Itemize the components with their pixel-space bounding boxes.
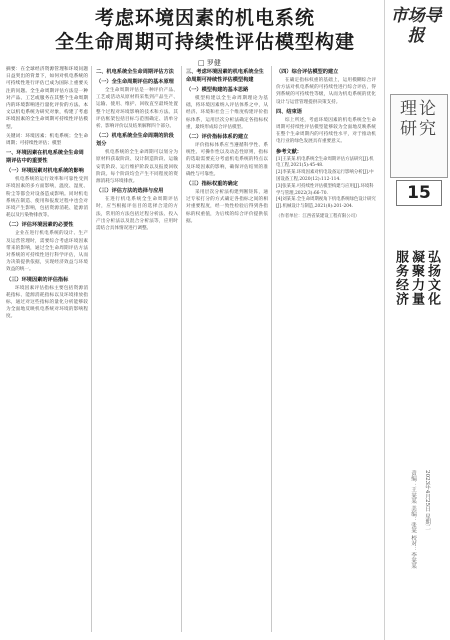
section-heading-4: 四、结束语 xyxy=(276,108,302,115)
article-column-2 xyxy=(96,66,178,634)
issue-date: 2023年4月25日 星期二 xyxy=(424,470,430,531)
subsection-heading: （一）环境因素对机电系统的影响 xyxy=(6,168,84,175)
reference-item: [2]李某某.环境因素对机电设备运行影响分析[J].中国设备工程,2020(12):112-114. xyxy=(276,170,374,183)
newspaper-logo: 市场导报 xyxy=(390,6,442,46)
article-abstract: 摘要：在全球经济资源管理和环境问题日益突出的背景下，如何对机电系统的可持续性进行评估已成为国际上重要关注的问题。全生命周期评估方法是一种对产品、工艺或服务在其整个生命周期内的环境影响进行量化评价的方法。本文以机电系统为研究对象，构建了考虑环境因素的全生命周期可持续性评估模型。 xyxy=(6,67,88,130)
column-divider xyxy=(181,66,182,632)
section-heading-2: 二、机电系统全生命周期评估方法 xyxy=(96,69,174,75)
subsection-heading: （三）指标权重的确定 xyxy=(186,181,238,188)
subsection-heading: （二）评价指标体系的建立 xyxy=(186,134,249,141)
reference-item: [1]王某某.机电系统全生命周期评估方法研究[J].机电工程,2021(5):45-48. xyxy=(276,156,374,169)
article-paragraph: 在进行机电系统全生命周期评估时，应当根据评估目的选择合适的方法，常用的方法包括过程分析法、投入产出分析法以及混合分析法等，应用时需结合具体情况进行调整。 xyxy=(96,197,178,232)
article-paragraph: 环境因素评估指标主要包括资源消耗指标、能源消耗指标以及环境排放指标，通过对这些指标的量化分析能够较为全面地反映机电系统对环境的影响程度。 xyxy=(6,285,88,320)
references-title: 参考文献： xyxy=(276,148,302,155)
subsection-heading: （一）模型构建的基本思路 xyxy=(186,87,249,93)
sidebar-divider xyxy=(384,0,385,640)
section-title: 理论研究 xyxy=(400,99,438,139)
article-paragraph: 全生命周期评估是一种评价产品、工艺或活动从原材料采集到产品生产、运输、使用、维护、回收直至最终处置整个过程对环境影响的技术和方法。其评估框架包括目标与范围确定、清单分析、影响评价以及结果解释四个部分。 xyxy=(96,88,178,130)
page-number: 15 xyxy=(396,180,442,206)
editor-credits: 责编：王某某 美编：张某 校对：李某某 xyxy=(410,470,416,569)
article-paragraph: 机电系统的全生命周期可以划分为原材料获取阶段、设计制造阶段、运输安装阶段、运行维护阶段以及报废回收阶段。每个阶段均会产生不同程度的资源消耗与环境排放。 xyxy=(96,150,178,185)
subsection-heading: （三）评估方法的选择与应用 xyxy=(96,188,164,195)
column-divider xyxy=(271,66,272,632)
article-author: □ 罗健 xyxy=(198,59,221,67)
subsection-heading: （四）综合评估模型的建立 xyxy=(276,69,339,75)
subsection-heading: （二）评估环境因素的必要性 xyxy=(6,222,74,229)
article-paragraph: 评价指标体系应当遵循科学性、系统性、可操作性以及动态性原则，指标的选取需要充分考虑机电系统的特点以及环境因素的影响，确保评估结果的准确性与可靠性。 xyxy=(186,143,268,177)
article-paragraph: 采用层次分析法构建判断矩阵，通过专家打分的方式确定各指标之间的相对重要程度，经一致性检验后得到各指标的权重值，为后续的综合评价提供依据。 xyxy=(186,190,268,224)
article-paragraph: 机电系统的运行效率和可靠性受到环境因素的多方面影响，温度、湿度、粉尘等都会对设备造成影响。同时机电系统在制造、使用和报废过程中也会对环境产生影响，包括资源消耗、能源消耗以及污染物排放等。 xyxy=(6,177,88,219)
article-keywords: 关键词：环境因素；机电系统；全生命周期；可持续性评估；模型 xyxy=(6,133,88,147)
article-title xyxy=(40,6,370,54)
article-title-line2: 全生命周期可持续性评估模型构建 xyxy=(54,31,355,53)
slogan xyxy=(392,250,444,420)
article-paragraph: 模型构建以全生命周期理论为基础，将环境因素纳入评估体系之中，从经济、环境和社会三个维度构建评价指标体系，运用层次分析法确定各指标权重，最终形成综合评估模型。 xyxy=(186,96,268,130)
article-paragraph: 在确定指标权重的基础上，运用模糊综合评价方法对机电系统的可持续性进行综合评估，得到系统的可持续性等级，从而为机电系统的优化设计与运营管理提供决策支持。 xyxy=(276,78,376,105)
section-heading-1: 一、环境因素在机电系统全生命周期评估中的重要性 xyxy=(6,150,84,165)
slogan-line: 弘扬文化 xyxy=(425,250,440,306)
article-paragraph: 企业在进行机电系统的设计、生产及运营管理时，需要综合考虑环境因素带来的影响，通过全生命周期评估方法对系统的可持续性进行科学评估，从而为决策提供依据，实现经济效益与环境效益的统一。 xyxy=(6,231,88,273)
article-column-1 xyxy=(6,66,88,634)
slogan-line: 服务经济 xyxy=(393,250,408,306)
reference-item: [4]刘某某.全生命周期视角下机电系统绿色设计研究[J].机械设计与制造,2021(8):201-204. xyxy=(276,197,376,210)
article-paragraph: 综上所述，考虑环境因素的机电系统全生命周期可持续性评估模型能够较为全面地反映系统在整个生命周期内的可持续性水平，对于推动机电行业的绿色发展具有重要意义。 xyxy=(276,117,376,145)
article-column-3 xyxy=(186,66,268,634)
author-affiliation: （作者单位：江西省某建设工程有限公司） xyxy=(276,214,360,219)
subsection-heading: （三）环境因素的评估指标 xyxy=(6,276,69,283)
article-title-line1: 考虑环境因素的机电系统 xyxy=(94,7,315,29)
reference-item: [3]张某某.可持续性评估模型构建与应用[J].环境科学与管理,2022(3):66-70. xyxy=(276,183,374,196)
subsection-heading: （一）全生命周期评估的基本原理 xyxy=(96,79,174,85)
article-column-4 xyxy=(276,66,376,634)
section-heading-3: 三、考虑环境因素的机电系统全生命周期可持续性评估模型构建 xyxy=(186,69,264,83)
section-label-box xyxy=(390,94,448,178)
issue-meta xyxy=(394,470,444,630)
column-divider xyxy=(91,66,92,632)
sidebar xyxy=(386,0,450,640)
slogan-line: 凝聚力量 xyxy=(409,250,424,306)
subsection-heading: （二）机电系统全生命周期的阶段划分 xyxy=(96,133,174,148)
